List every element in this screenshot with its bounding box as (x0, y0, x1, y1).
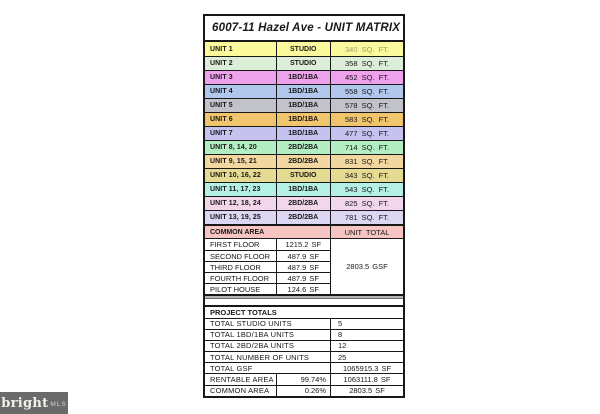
floor-row (205, 250, 330, 261)
type-cell: 2BD/2BA (276, 141, 331, 154)
unit-cell: UNIT 11, 17, 23 (210, 186, 261, 193)
type-cell: 1BD/1BA (276, 113, 331, 126)
common-area-label: COMMON AREA (210, 228, 265, 236)
floor-area-section (205, 238, 403, 294)
floor-label: SECOND FLOOR (210, 251, 271, 261)
unit-cell: UNIT 6 (210, 116, 233, 123)
type-cell: STUDIO (276, 57, 331, 70)
unit-row (205, 154, 403, 168)
unit-cell: UNIT 5 (210, 102, 233, 109)
floor-row (205, 283, 330, 294)
total-label: RENTABLE AREA (210, 375, 274, 385)
floor-label: FIRST FLOOR (210, 240, 260, 249)
watermark-mls-text: MLS (50, 400, 67, 408)
total-value: 1065915.3 SF (330, 363, 403, 373)
unit-row (205, 210, 403, 224)
sqft-cell: 831 SQ. FT. (330, 155, 403, 168)
unit-row (205, 140, 403, 154)
sqft-cell: 583 SQ. FT. (330, 113, 403, 126)
unit-row (205, 112, 403, 126)
unit-matrix-table (203, 14, 405, 398)
type-cell: 2BD/2BA (276, 211, 331, 224)
table-title: 6007-11 Hazel Ave - UNIT MATRIX (205, 16, 403, 42)
unit-cell: UNIT 7 (210, 130, 233, 137)
total-label: COMMON AREA (210, 386, 270, 396)
total-label: TOTAL STUDIO UNITS (210, 319, 292, 329)
unit-row (205, 42, 403, 56)
total-percshare: 0.26% (276, 386, 331, 396)
sqft-cell: 714 SQ. FT. (330, 141, 403, 154)
project-totals-header: PROJECT TOTALS (205, 305, 403, 318)
sqft-cell: 340 SQ. FT. (330, 42, 403, 56)
type-cell: 1BD/1BA (276, 85, 331, 98)
unit-rows (205, 42, 403, 224)
total-value: 2803.5 SF (330, 386, 403, 396)
sqft-cell: 781 SQ. FT. (330, 211, 403, 224)
watermark-brand-text: bright (1, 395, 49, 411)
project-total-row (205, 351, 403, 362)
unit-row (205, 70, 403, 84)
floor-label: PILOT HOUSE (210, 284, 261, 294)
unit-cell: UNIT 1 (210, 45, 233, 53)
total-value: 25 (330, 352, 403, 362)
unit-cell: UNIT 13, 19, 25 (210, 214, 261, 221)
total-value: 12 (330, 341, 403, 351)
sqft-cell: 543 SQ. FT. (330, 183, 403, 196)
floor-value: 487.9 SF (276, 262, 331, 272)
floor-rows (205, 239, 330, 294)
project-total-row (205, 385, 403, 396)
unit-row (205, 126, 403, 140)
unit-row (205, 196, 403, 210)
unit-row (205, 98, 403, 112)
unit-cell: UNIT 12, 18, 24 (210, 200, 261, 207)
floor-value: 124.6 SF (276, 284, 331, 294)
unit-cell: UNIT 3 (210, 74, 233, 81)
project-total-row (205, 318, 403, 329)
sqft-cell: 452 SQ. FT. (330, 71, 403, 84)
floor-value: 1215.2 SF (276, 239, 331, 250)
total-value: 5 (330, 319, 403, 329)
type-cell: 2BD/2BA (276, 197, 331, 210)
unit-row (205, 84, 403, 98)
total-label: TOTAL 2BD/2BA UNITS (210, 341, 295, 351)
floor-value: 487.9 SF (276, 273, 331, 283)
sqft-cell: 558 SQ. FT. (330, 85, 403, 98)
total-value: 1063111.8 SF (330, 374, 403, 384)
type-cell: 1BD/1BA (276, 71, 331, 84)
total-label: TOTAL 1BD/1BA UNITS (210, 330, 295, 340)
unit-total-value: 2803.5 GSF (330, 239, 403, 294)
floor-label: THIRD FLOOR (210, 262, 261, 272)
unit-cell: UNIT 2 (210, 60, 233, 67)
type-cell: STUDIO (276, 42, 331, 56)
total-label: TOTAL GSF (210, 363, 253, 373)
floor-value: 487.9 SF (276, 251, 331, 261)
floor-label: FOURTH FLOOR (210, 273, 270, 283)
type-cell: 1BD/1BA (276, 127, 331, 140)
sqft-cell: 825 SQ. FT. (330, 197, 403, 210)
unit-total-header: UNIT TOTAL (330, 226, 403, 238)
sqft-cell: 358 SQ. FT. (330, 57, 403, 70)
unit-cell: UNIT 9, 15, 21 (210, 158, 257, 165)
project-total-row (205, 329, 403, 340)
floor-row (205, 272, 330, 283)
project-total-row (205, 362, 403, 373)
type-cell: STUDIO (276, 169, 331, 182)
unit-cell: UNIT 10, 16, 22 (210, 172, 261, 179)
floor-row (205, 261, 330, 272)
type-cell: 1BD/1BA (276, 183, 331, 196)
total-value: 8 (330, 330, 403, 340)
unit-row (205, 182, 403, 196)
floor-row (205, 239, 330, 250)
project-totals-rows (205, 318, 403, 396)
unit-row (205, 56, 403, 70)
common-area-header-row (205, 224, 403, 238)
bright-mls-watermark (0, 392, 68, 414)
sqft-cell: 477 SQ. FT. (330, 127, 403, 140)
sqft-cell: 343 SQ. FT. (330, 169, 403, 182)
sqft-cell: 578 SQ. FT. (330, 99, 403, 112)
project-total-row (205, 373, 403, 384)
total-label: TOTAL NUMBER OF UNITS (210, 352, 310, 362)
type-cell: 2BD/2BA (276, 155, 331, 168)
type-cell: 1BD/1BA (276, 99, 331, 112)
unit-cell: UNIT 8, 14, 20 (210, 144, 257, 151)
project-total-row (205, 340, 403, 351)
unit-row (205, 168, 403, 182)
total-percshare: 99.74% (276, 374, 331, 384)
unit-cell: UNIT 4 (210, 88, 233, 95)
